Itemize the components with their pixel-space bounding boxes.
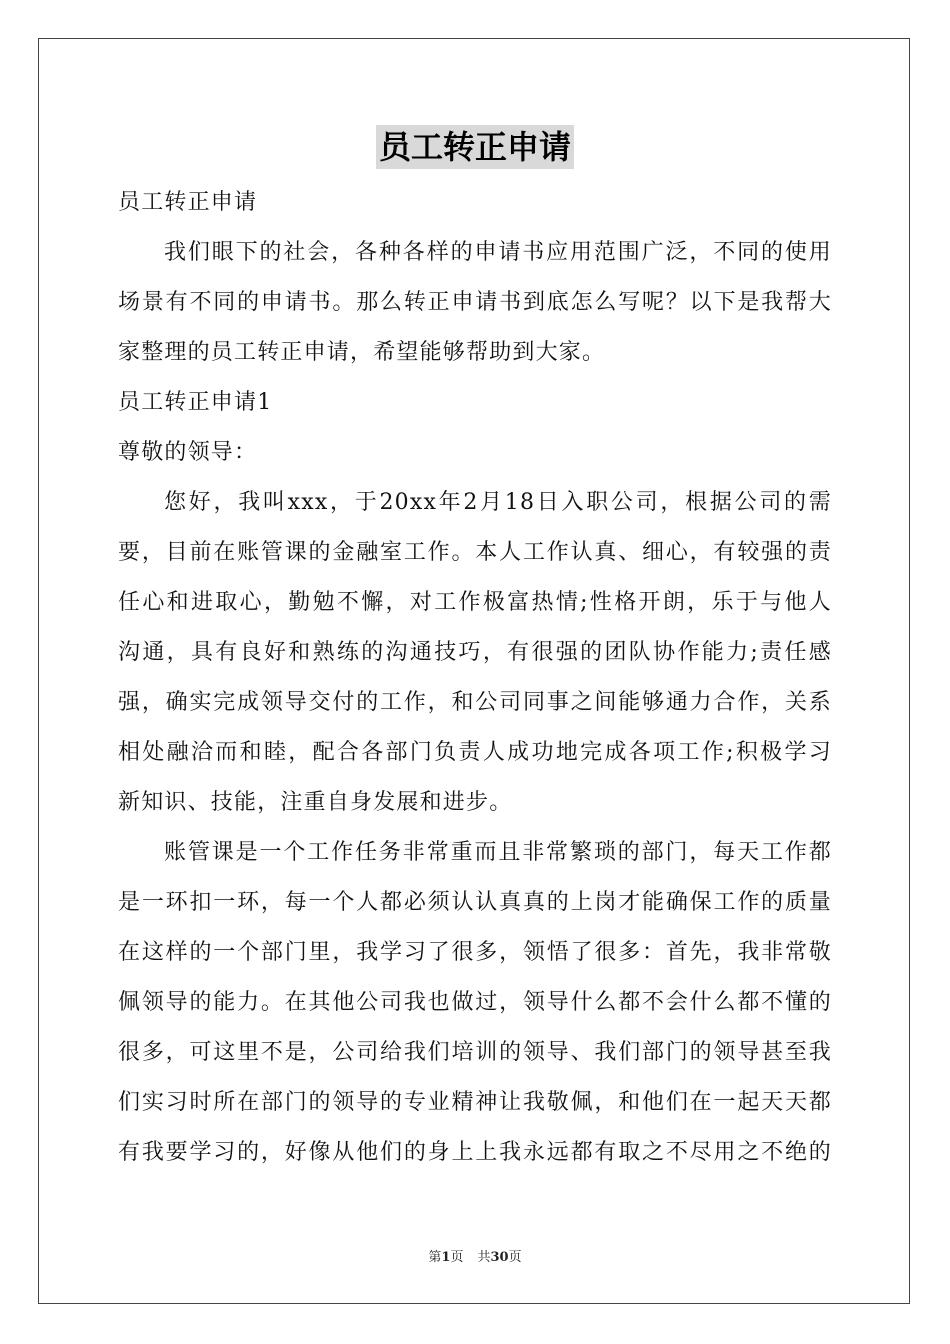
paragraph-line: 们实习时所在部门的领导的专业精神让我敬佩，和他们在一起天天都	[118, 1090, 832, 1115]
paragraph-line: 强，确实完成领导交付的工作，和公司同事之间能够通力合作，关系	[118, 690, 832, 715]
page-prefix: 第	[428, 1250, 442, 1265]
paragraph-line: 您好，我叫xxx，于20xx年2月18日入职公司，根据公司的需	[164, 490, 832, 515]
section-heading: 员工转正申请	[118, 190, 258, 215]
paragraph-line: 场景有不同的申请书。那么转正申请书到底怎么写呢？以下是我帮大	[118, 290, 832, 315]
paragraph-line: 相处融洽而和睦，配合各部门负责人成功地完成各项工作;积极学习	[118, 740, 832, 765]
paragraph-line: 新知识、技能，注重自身发展和进步。	[118, 790, 513, 815]
document-title: 员工转正申请	[376, 125, 574, 169]
page-total: 30	[490, 1250, 509, 1265]
page-footer	[0, 1246, 950, 1265]
paragraph-line: 有我要学习的，好像从他们的身上上我永远都有取之不尽用之不绝的	[118, 1140, 832, 1165]
paragraph-line: 是一环扣一环，每一个人都必须认认真真的上岗才能确保工作的质量	[118, 890, 832, 915]
paragraph-line: 沟通，具有良好和熟练的沟通技巧，有很强的团队协作能力;责任感	[118, 640, 832, 665]
paragraph-line: 我们眼下的社会，各种各样的申请书应用范围广泛，不同的使用	[164, 240, 832, 265]
total-unit: 页	[508, 1250, 522, 1265]
paragraph-line: 很多，可这里不是，公司给我们培训的领导、我们部门的领导甚至我	[118, 1040, 832, 1065]
title-container	[0, 125, 950, 169]
document-body	[118, 178, 832, 1178]
paragraph-line: 在这样的一个部门里，我学习了很多，领悟了很多：首先，我非常敬	[118, 940, 832, 965]
paragraph-line: 任心和进取心，勤勉不懈，对工作极富热情;性格开朗，乐于与他人	[118, 590, 832, 615]
total-prefix: 共	[477, 1250, 491, 1265]
paragraph-line: 账管课是一个工作任务非常重而且非常繁琐的部门，每天工作都	[164, 840, 832, 865]
paragraph-line: 要，目前在账管课的金融室工作。本人工作认真、细心，有较强的责	[118, 540, 832, 565]
section-heading: 员工转正申请1	[118, 390, 273, 415]
paragraph-line: 家整理的员工转正申请，希望能够帮助到大家。	[118, 340, 606, 365]
salutation: 尊敬的领导：	[118, 440, 258, 465]
page-unit: 页	[450, 1250, 464, 1265]
page-current: 1	[441, 1250, 451, 1265]
paragraph-line: 佩领导的能力。在其他公司我也做过，领导什么都不会什么都不懂的	[118, 990, 832, 1015]
